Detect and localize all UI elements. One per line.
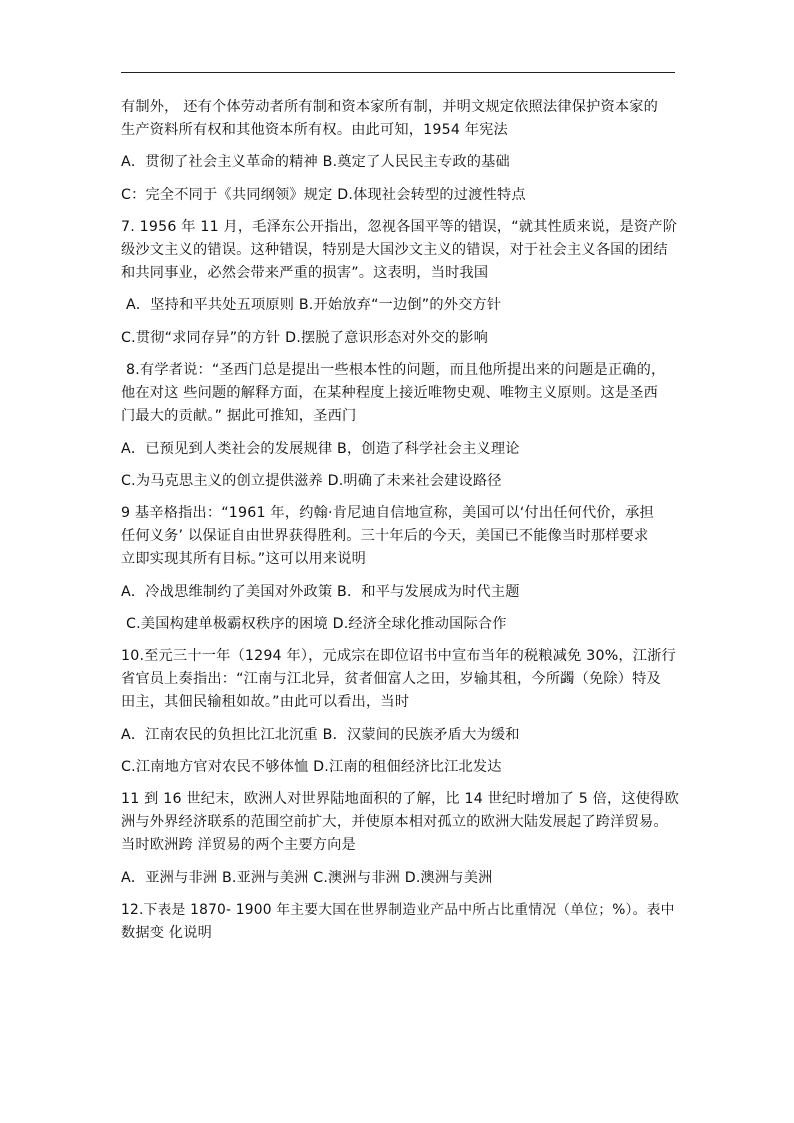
text-line: 他在对这 些问题的解释方面，在某种程度上接近唯物史观、唯物主义原则。这是圣西	[121, 385, 659, 401]
question-12: 12.下表是 1870- 1900 年主要大国在世界制造业产品中所占比重情况（单位；%）。表中	[121, 902, 675, 918]
option-line: A．已预见到人类社会的发展规律 B，创造了科学社会主义理论	[121, 441, 520, 457]
option-line: A．冷战思维制约了美国对外政策 B．和平与发展成为时代主题	[121, 584, 520, 600]
text-line: 田主，其佃民输租如故。”由此可以看出，当时	[121, 694, 410, 710]
option-line: C.江南地方官对农民不够体恤 D.江南的租佃经济比江北发达	[121, 759, 502, 775]
text-line: 和共同事业，必然会带来严重的损害”。这表明，当时我国	[121, 265, 489, 281]
option-line: C.贯彻“求同存异”的方针 D.摆脱了意识形态对外交的影响	[121, 330, 488, 346]
option-line: A．坚持和平共处五项原则 B.开始放弃“一边倒”的外交方针	[126, 297, 502, 313]
text-line: 洲与外界经济联系的范围空前扩大，并使原本相对孤立的欧洲大陆发展起了跨洋贸易。	[121, 814, 668, 830]
question-11: 11 到 16 世纪末，欧洲人对世界陆地面积的了解，比 14 世纪时增加了 5 倍，这使得欧	[121, 791, 679, 807]
text-line: 省官员上奏指出：“江南与江北异，贫者佃富人之田，岁输其租，今所蠲（免除）特及	[121, 671, 661, 687]
text-line: 数据变 化说明	[121, 925, 213, 941]
question-9: 9 基辛格指出：“1961 年，约翰·肯尼迪自信地宣称，美国可以‘付出任何代价，承担	[121, 505, 654, 521]
option-line: C：完全不同于《共同纲领》规定 D.体现社会转型的过渡性特点	[121, 187, 526, 203]
question-7: 7. 1956 年 11 月，毛泽东公开指出，忽视各国平等的错误，“就其性质来说，是资产阶	[121, 219, 678, 235]
text-line: 门最大的贡献。” 据此可推知，圣西门	[121, 408, 357, 424]
text-line: 当时欧洲跨 洋贸易的两个主要方向是	[121, 837, 356, 853]
text-line: 级沙文主义的错误。这种错误，特别是大国沙文主义的错误，对于社会主义各国的团结	[121, 242, 668, 258]
text-line: 立即实现其所有目标。”这可以用来说明	[121, 551, 367, 567]
question-10: 10.至元三十一年（1294 年），元成宗在即位诏书中宣布当年的税粮减免 30%，江浙行	[121, 648, 676, 664]
option-line: C.美国构建单极霸权秩序的困境 D.经济全球化推动国际合作	[126, 616, 507, 632]
option-line: C.为马克思主义的创立提供滋养 D.明确了未来社会建设路径	[121, 473, 502, 489]
text-line: 生产资料所有权和其他资本所有权。由此可知，1954 年宪法	[121, 122, 508, 138]
option-line: A．贯彻了社会主义革命的精神 B.奠定了人民民主专政的基础	[121, 154, 510, 170]
question-8: 8.有学者说：“圣西门总是提出一些根本性的问题，而且他所提出来的问题是正确的，	[126, 362, 666, 378]
header-rule	[121, 72, 675, 73]
text-line: 有制外， 还有个体劳动者所有制和资本家所有制，并明文规定依照法律保护资本家的	[121, 99, 659, 115]
text-line: 任何义务’ 以保证自由世界获得胜利。三十年后的今天，美国已不能像当时那样要求	[121, 528, 649, 544]
option-line: A．亚洲与非洲 B.亚洲与美洲 C.澳洲与非洲 D.澳洲与美洲	[121, 870, 493, 886]
option-line: A．江南农民的负担比江北沉重 B．汉蒙间的民族矛盾大为缓和	[121, 727, 520, 743]
